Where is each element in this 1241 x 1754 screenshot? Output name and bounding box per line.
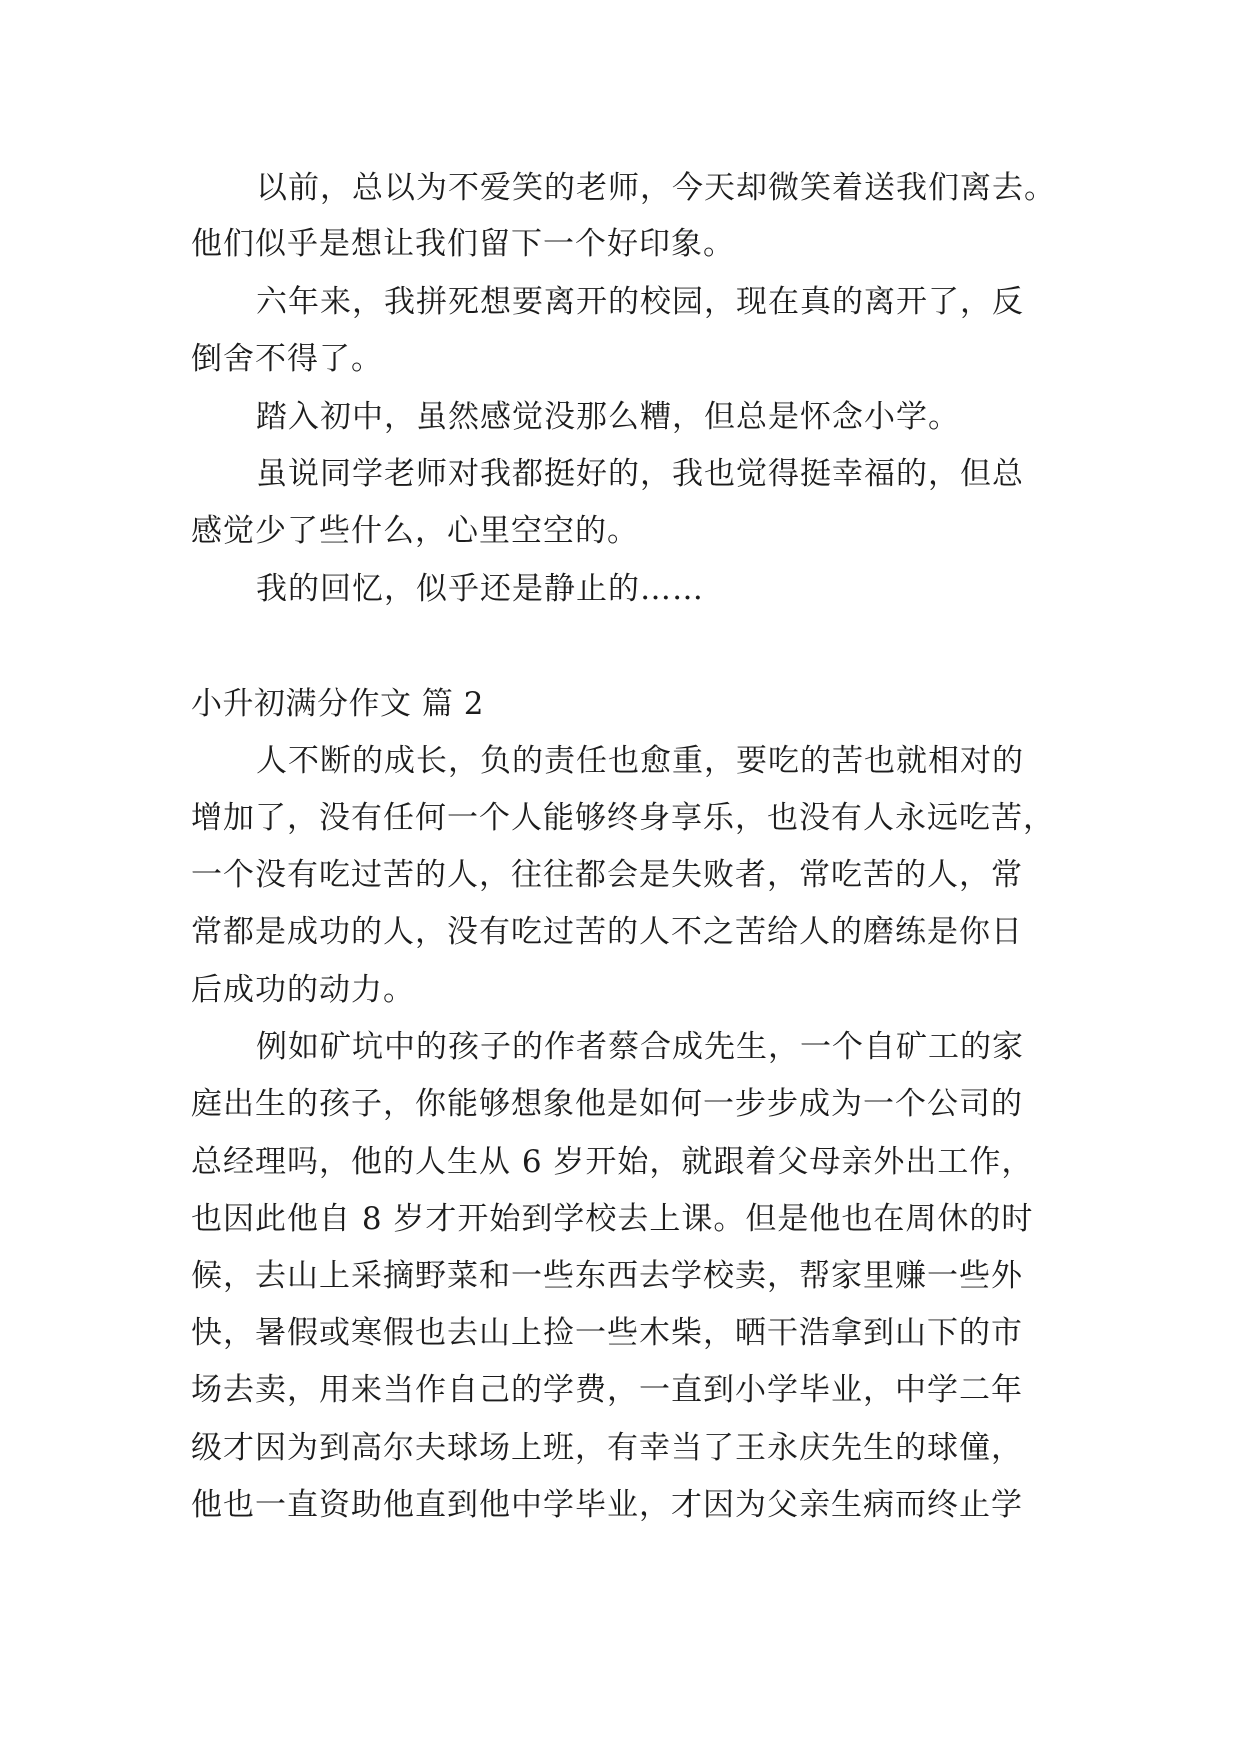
paragraph-line: 级才因为到高尔夫球场上班，有幸当了王永庆先生的球僮， [191, 1430, 1023, 1466]
paragraph-line: 一个没有吃过苦的人，往往都会是失败者，常吃苦的人，常 [191, 857, 1023, 893]
paragraph-line: 人不断的成长，负的责任也愈重，要吃的苦也就相对的 [256, 743, 1024, 779]
paragraph-line: 快，暑假或寒假也去山上捡一些木柴，晒干浩拿到山下的市 [191, 1315, 1023, 1351]
paragraph-line: 踏入初中，虽然感觉没那么糟，但总是怀念小学。 [256, 399, 960, 435]
paragraph-line: 例如矿坑中的孩子的作者蔡合成先生，一个自矿工的家 [256, 1029, 1024, 1065]
paragraph-line: 增加了，没有任何一个人能够终身享乐，也没有人永远吃苦， [191, 800, 1055, 836]
paragraph-line: 六年来，我拼死想要离开的校园，现在真的离开了，反 [256, 284, 1024, 320]
paragraph-line: 候，去山上采摘野菜和一些东西去学校卖，帮家里赚一些外 [191, 1258, 1023, 1294]
paragraph-line: 总经理吗，他的人生从 6 岁开始，就跟着父母亲外出工作， [191, 1144, 1034, 1180]
paragraph-line: 我的回忆，似乎还是静止的…… [256, 571, 704, 607]
paragraph-line: 他们似乎是想让我们留下一个好印象。 [191, 226, 735, 262]
paragraph-line: 也因此他自 8 岁才开始到学校去上课。但是他也在周休的时 [191, 1201, 1034, 1237]
paragraph-line: 场去卖，用来当作自己的学费，一直到小学毕业，中学二年 [191, 1372, 1023, 1408]
paragraph-line: 虽说同学老师对我都挺好的，我也觉得挺幸福的，但总 [256, 456, 1024, 492]
paragraph-line: 庭出生的孩子，你能够想象他是如何一步步成为一个公司的 [191, 1086, 1023, 1122]
paragraph-line: 他也一直资助他直到他中学毕业，才因为父亲生病而终止学 [191, 1487, 1023, 1523]
paragraph-line: 后成功的动力。 [191, 972, 415, 1008]
paragraph-line: 常都是成功的人，没有吃过苦的人不之苦给人的磨练是你日 [191, 914, 1023, 950]
section-heading: 小升初满分作文 篇 2 [191, 686, 484, 722]
paragraph-line: 感觉少了些什么，心里空空的。 [191, 513, 639, 549]
paragraph-line: 以前，总以为不爱笑的老师，今天却微笑着送我们离去。 [256, 170, 1056, 206]
paragraph-line: 倒舍不得了。 [191, 341, 383, 377]
